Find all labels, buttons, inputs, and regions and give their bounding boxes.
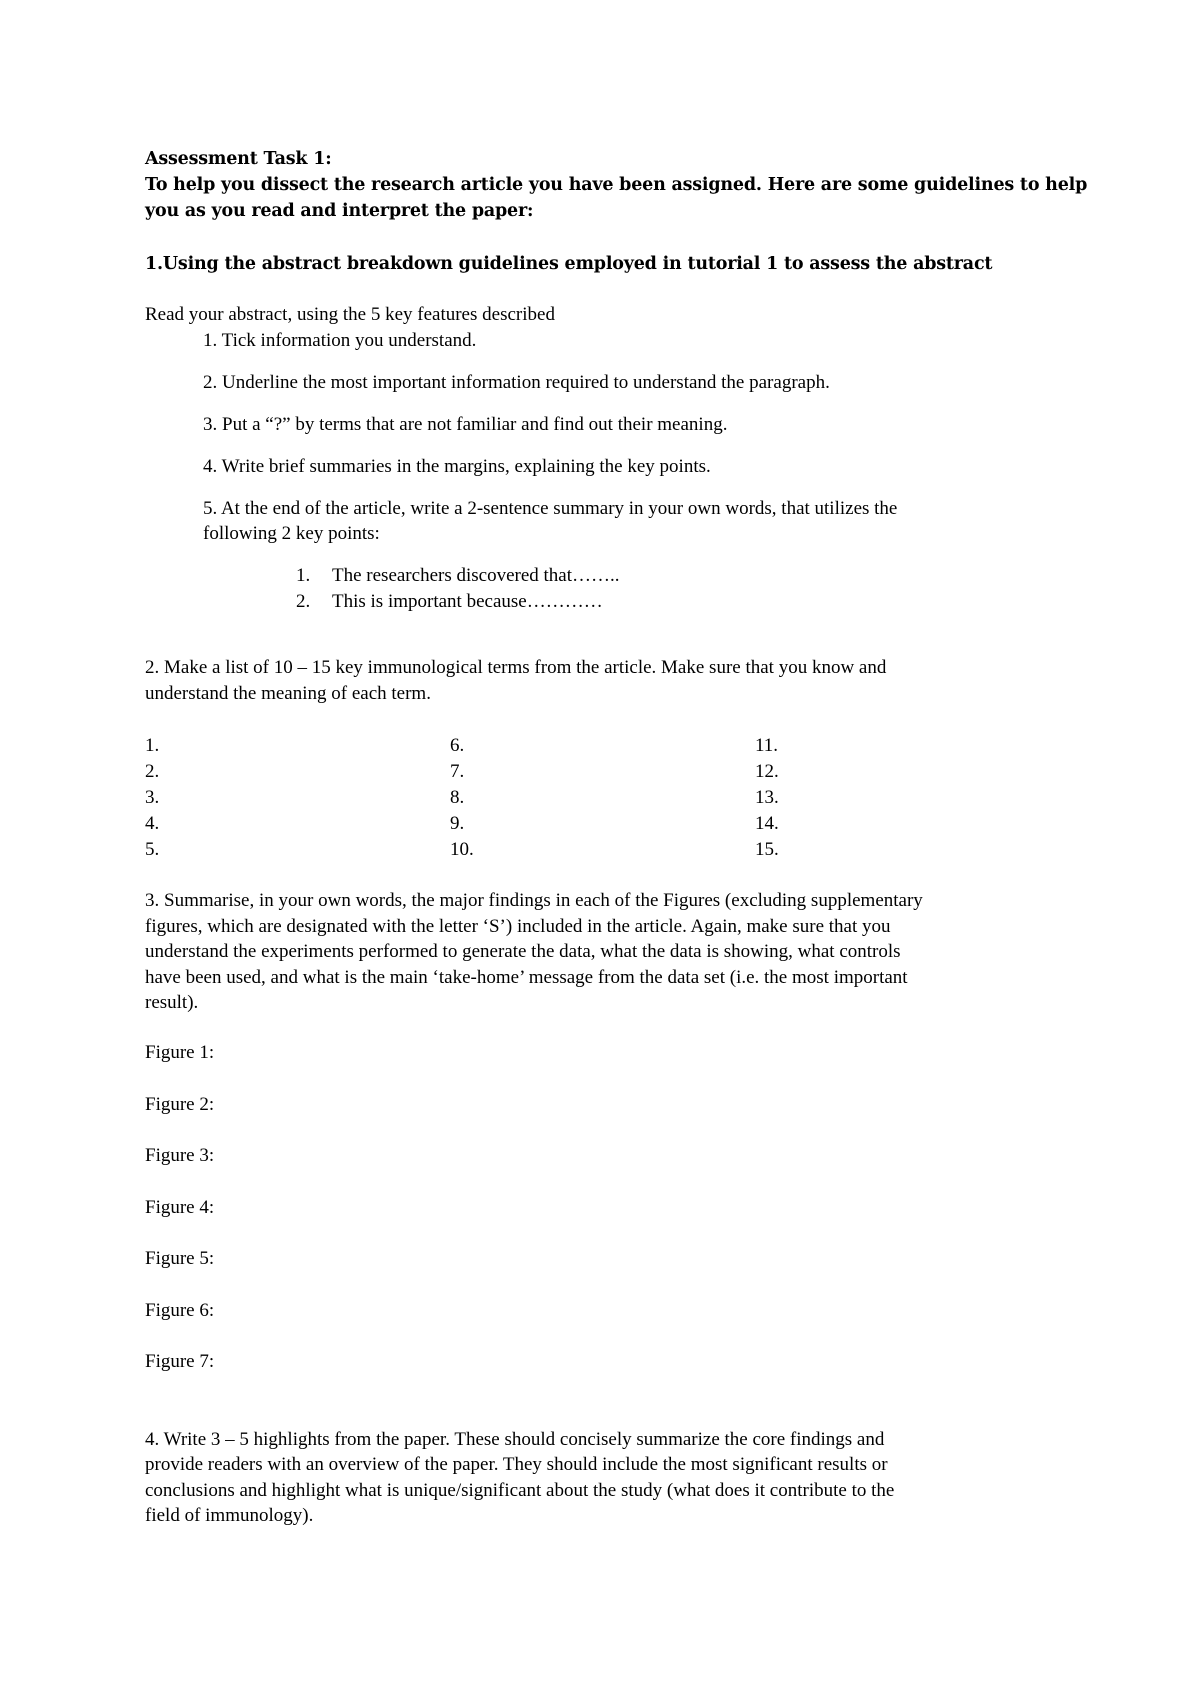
step-1: 1. Tick information you understand.	[203, 330, 477, 351]
term-number: 4.	[145, 813, 160, 834]
terms-column-3	[755, 733, 779, 863]
term-number: 12.	[755, 761, 779, 782]
term-number: 11.	[755, 735, 779, 756]
step-4: 4. Write brief summaries in the margins, explaining the key points.	[203, 456, 711, 477]
term-number: 9.	[450, 813, 465, 834]
figure-5-label: Figure 5:	[145, 1248, 215, 1269]
intro-line-2: you as you read and interpret the paper:	[145, 201, 534, 221]
intro-line-1: To help you dissect the research article you have been assigned. Here are some guidelines to help	[145, 175, 1088, 195]
step-5-continued: following 2 key points:	[203, 523, 380, 544]
step-5: 5. At the end of the article, write a 2-sentence summary in your own words, that utilizes the	[203, 498, 898, 519]
section-4-line-1: 4. Write 3 – 5 highlights from the paper. These should concisely summarize the core findings and	[145, 1429, 885, 1450]
figure-2-label: Figure 2:	[145, 1094, 215, 1115]
terms-column-1	[145, 733, 159, 863]
step-3: 3. Put a “?” by terms that are not familiar and find out their meaning.	[203, 414, 728, 435]
term-number: 13.	[755, 787, 779, 808]
section-3-line-3: understand the experiments performed to generate the data, what the data is showing, what controls	[145, 941, 901, 962]
figure-7-label: Figure 7:	[145, 1351, 215, 1372]
section-3-line-1: 3. Summarise, in your own words, the major findings in each of the Figures (excluding supplementary	[145, 890, 923, 911]
key-point-1-number: 1.	[296, 565, 311, 586]
section-4-line-3: conclusions and highlight what is unique/significant about the study (what does it contribute to the	[145, 1480, 895, 1501]
term-number: 14.	[755, 813, 779, 834]
section-1-lead: Read your abstract, using the 5 key features described	[145, 304, 555, 325]
figure-6-label: Figure 6:	[145, 1300, 215, 1321]
term-number: 7.	[450, 761, 465, 782]
section-2-line-2: understand the meaning of each term.	[145, 683, 431, 704]
term-number: 15.	[755, 839, 779, 860]
term-number: 5.	[145, 839, 160, 860]
section-3-line-4: have been used, and what is the main ‘take-home’ message from the data set (i.e. the most important	[145, 967, 908, 988]
figure-1-label: Figure 1:	[145, 1042, 215, 1063]
figure-4-label: Figure 4:	[145, 1197, 215, 1218]
figure-3-label: Figure 3:	[145, 1145, 215, 1166]
step-2: 2. Underline the most important information required to understand the paragraph.	[203, 372, 830, 393]
section-4-line-2: provide readers with an overview of the paper. They should include the most significant results or	[145, 1454, 888, 1475]
section-3-line-2: figures, which are designated with the letter ‘S’) included in the article. Again, make sure that you	[145, 916, 891, 937]
term-number: 3.	[145, 787, 160, 808]
term-number: 2.	[145, 761, 160, 782]
term-number: 10.	[450, 839, 474, 860]
section-1-heading: 1.Using the abstract breakdown guidelines employed in tutorial 1 to assess the abstract	[145, 254, 993, 274]
section-4-line-4: field of immunology).	[145, 1505, 314, 1526]
key-point-2-text: This is important because…………	[332, 591, 603, 612]
terms-column-2	[450, 733, 474, 863]
task-title: Assessment Task 1:	[145, 149, 332, 169]
term-number: 1.	[145, 735, 160, 756]
section-2-line-1: 2. Make a list of 10 – 15 key immunological terms from the article. Make sure that you know and	[145, 657, 887, 678]
term-number: 8.	[450, 787, 465, 808]
key-point-1-text: The researchers discovered that……..	[332, 565, 620, 586]
key-point-2-number: 2.	[296, 591, 311, 612]
section-3-line-5: result).	[145, 992, 199, 1013]
term-number: 6.	[450, 735, 465, 756]
